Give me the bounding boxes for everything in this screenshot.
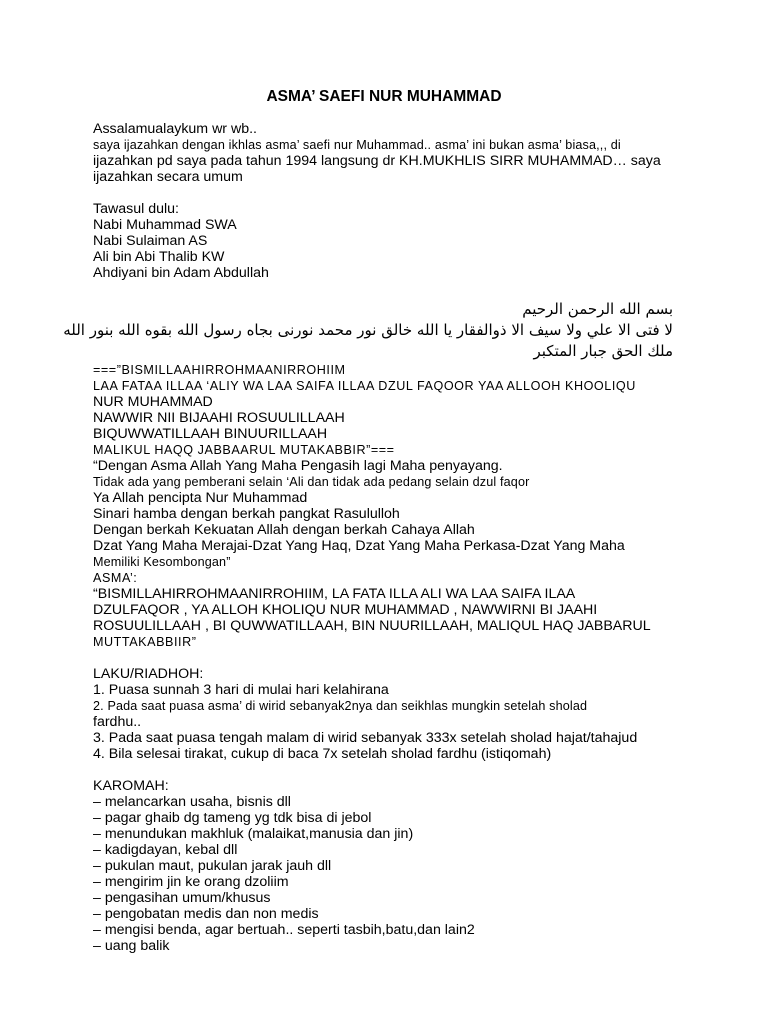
translation-line: Dengan berkah Kekuatan Allah dengan berkah Cahaya Allah bbox=[93, 522, 475, 538]
arabic-line: ملك الحق جبار المتكبر bbox=[533, 342, 673, 360]
transliteration-line: BIQUWWATILLAAH BINUURILLAAH bbox=[93, 426, 328, 442]
karomah-item: – mengisi benda, agar bertuah.. seperti tasbih,batu,dan lain2 bbox=[93, 922, 475, 938]
karomah-item: – kadigdayan, kebal dll bbox=[93, 842, 238, 858]
document-title: ASMA’ SAEFI NUR MUHAMMAD bbox=[266, 88, 502, 105]
tawasul-item: Ali bin Abi Thalib KW bbox=[93, 249, 225, 265]
karomah-item: – mengirim jin ke orang dzoliim bbox=[93, 874, 289, 890]
laku-section bbox=[93, 666, 693, 762]
laku-item: 2. Pada saat puasa asma’ di wirid sebanyak2nya dan seikhlas mungkin setelah sholad bbox=[93, 699, 588, 713]
karomah-heading: KAROMAH: bbox=[93, 778, 169, 794]
asma-line: ROSUULILLAAH , BI QUWWATILLAAH, BIN NUURILLAAH, MALIQUL HAQ JABBARUL bbox=[93, 618, 651, 634]
transliteration-line: NUR MUHAMMAD bbox=[93, 394, 213, 410]
karomah-item: – menundukan makhluk (malaikat,manusia dan jin) bbox=[93, 826, 414, 842]
tawasul-heading: Tawasul dulu: bbox=[93, 201, 179, 217]
translation-line: Tidak ada yang pemberani selain ‘Ali dan tidak ada pedang selain dzul faqor bbox=[93, 475, 530, 489]
laku-item: 1. Puasa sunnah 3 hari di mulai hari kelahirana bbox=[93, 682, 389, 698]
transliteration-line: NAWWIR NII BIJAAHI ROSUULILLAAH bbox=[93, 410, 345, 426]
tawasul-item: Nabi Sulaiman AS bbox=[93, 233, 208, 249]
document-body bbox=[63, 121, 693, 954]
translation-line: Memiliki Kesombongan” bbox=[93, 555, 231, 569]
translation-line: Dzat Yang Maha Merajai-Dzat Yang Haq, Dzat Yang Maha Perkasa-Dzat Yang Maha bbox=[93, 538, 625, 554]
asma-line: MUTTAKABBIIR” bbox=[93, 635, 197, 649]
laku-item: 4. Bila selesai tirakat, cukup di baca 7x setelah sholad fardhu (istiqomah) bbox=[93, 746, 552, 762]
tawasul-section bbox=[93, 201, 693, 281]
transliteration-line: ===”BISMILLAAHIRROHMAANIRROHIIM bbox=[93, 363, 346, 377]
karomah-item: – pukulan maut, pukulan jarak jauh dll bbox=[93, 858, 332, 874]
karomah-section bbox=[93, 778, 693, 954]
karomah-item: – pengobatan medis dan non medis bbox=[93, 906, 319, 922]
asma-heading: ASMA’: bbox=[93, 571, 138, 585]
karomah-item: – melancarkan usaha, bisnis dll bbox=[93, 794, 291, 810]
translation-line: Ya Allah pencipta Nur Muhammad bbox=[93, 490, 308, 506]
arabic-line: بسم الله الرحمن الرحيم bbox=[522, 300, 673, 318]
translation-line: Sinari hamba dengan berkah pangkat Rasululloh bbox=[93, 506, 400, 522]
greeting-line: Assalamualaykum wr wb.. bbox=[93, 121, 257, 137]
arabic-line: لا فتى الا علي ولا سيف الا ذوالفقار يا الله خالق نور محمد نورنى بجاه رسول الله بقوه الله بنور الله bbox=[63, 321, 673, 339]
intro-line: saya ijazahkan dengan ikhlas asma’ saefi nur Muhammad.. asma’ ini bukan asma’ biasa,,, di bbox=[93, 138, 621, 152]
intro-line: ijazahkan pd saya pada tahun 1994 langsung dr KH.MUKHLIS SIRR MUHAMMAD… saya bbox=[93, 153, 661, 169]
karomah-item: – pagar ghaib dg tameng yg tdk bisa di jebol bbox=[93, 810, 372, 826]
transliteration-line: LAA FATAA ILLAA ‘ALIY WA LAA SAIFA ILLAA DZUL FAQOOR YAA ALLOOH KHOOLIQU bbox=[93, 379, 636, 393]
laku-heading: LAKU/RIADHOH: bbox=[93, 666, 204, 682]
translation-line: “Dengan Asma Allah Yang Maha Pengasih lagi Maha penyayang. bbox=[93, 458, 503, 474]
tawasul-item: Ahdiyani bin Adam Abdullah bbox=[93, 265, 269, 281]
arabic-section bbox=[63, 299, 693, 362]
tawasul-item: Nabi Muhammad SWA bbox=[93, 217, 237, 233]
laku-item: fardhu.. bbox=[93, 714, 142, 730]
asma-line: DZULFAQOR , YA ALLOH KHOLIQU NUR MUHAMMAD , NAWWIRNI BI JAAHI bbox=[93, 602, 598, 618]
intro-line: ijazahkan secara umum bbox=[93, 169, 243, 185]
intro-section bbox=[93, 121, 693, 185]
transliteration-line: MALIKUL HAQQ JABBAARUL MUTAKABBIR”=== bbox=[93, 443, 395, 457]
transliteration-section bbox=[93, 362, 693, 650]
karomah-item: – uang balik bbox=[93, 938, 170, 954]
karomah-item: – pengasihan umum/khusus bbox=[93, 890, 271, 906]
asma-line: “BISMILLAHIRROHMAANIRROHIIM, LA FATA ILLA ALI WA LAA SAIFA ILAA bbox=[93, 586, 576, 602]
laku-item: 3. Pada saat puasa tengah malam di wirid sebanyak 333x setelah sholad hajat/tahajud bbox=[93, 730, 638, 746]
